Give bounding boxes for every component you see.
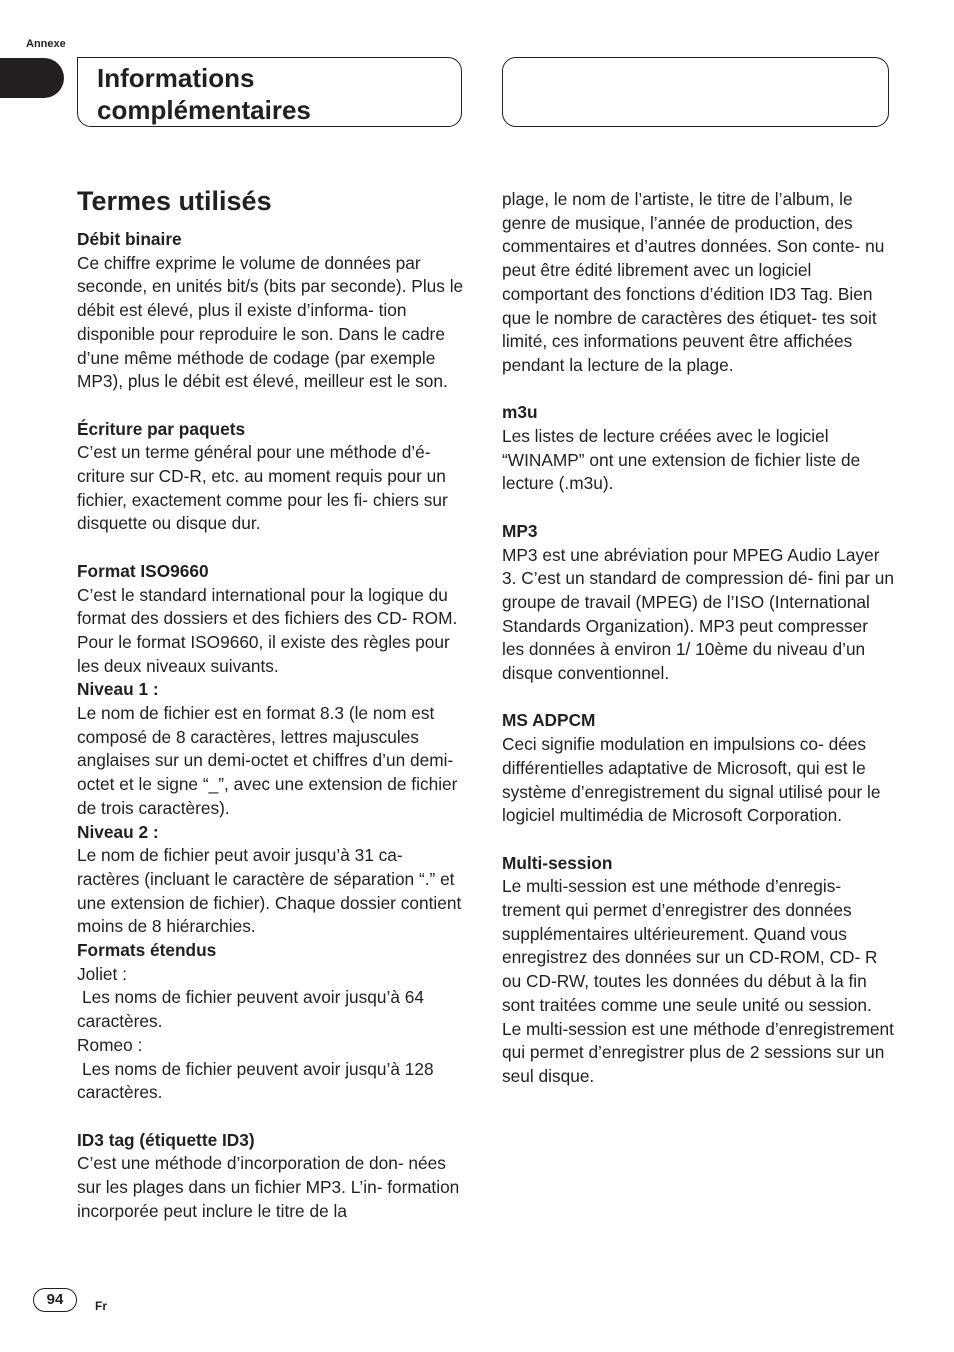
term-heading-iso: Format ISO9660 [77,560,209,581]
subheading-niveau-2: Niveau 2 : [77,821,159,842]
term-heading-debit: Débit binaire [77,229,182,249]
term-text-multi-session: Le multi-session est une méthode d’enregis- trement qui permet d’enregistrer des données supplémentaires ultérieurement. Quand vous enregistrez des données sur un CD-ROM, CD- R ou CD-RW, toutes les données du début à la fin sont traitées comme une seule unité ou session. Le multi-session est une méthode d’enregistrement qui permet d’enregistrer plus de 2 sessions sur un seul disque. [502,876,894,1086]
annexe-label: Annexe [26,38,66,50]
label-joliet: Joliet : [77,963,127,984]
subheading-niveau-1: Niveau 1 : [77,679,159,700]
page-title: Termes utilisés [77,186,272,216]
text-joliet: Les noms de fichier peuvent avoir jusqu’à 64 caractères. [77,987,424,1032]
term-heading-m3u: m3u [502,402,538,423]
section-title: Informations complémentaires [97,63,311,125]
term-text-mp3: MP3 est une abréviation pour MPEG Audio Layer 3. C’est un standard de compression dé- fini par un groupe de travail (MPEG) de l’ISO (International Standards Organization). MP3 peut compresser les données à environ 1/ 10ème du niveau d’un disque conventionnel. [502,544,894,684]
label-romeo: Romeo : [77,1034,143,1055]
term-text-id3: C’est une méthode d’incorporation de don- nées sur les plages dans un fichier MP3. L’in- formation incorporée peut inclure le titre de la [77,1153,460,1221]
right-column [502,188,894,1089]
subheading-formats-etendus: Formats étendus [77,940,217,961]
text-romeo: Les noms de fichier peuvent avoir jusqu’à 128 caractères. [77,1058,434,1103]
left-column [77,228,469,1223]
text-niveau-2: Le nom de fichier peut avoir jusqu’à 31 ca- ractères (incluant le caractère de séparation “.” et une extension de fichier). Chaque dossier contient moins de 8 hiérarchies. [77,845,462,937]
section-header-box [77,57,462,127]
term-heading-multi-session: Multi-session [502,852,613,873]
term-text-ms-adpcm: Ceci signifie modulation en impulsions co- dées différentielles adaptative de Microsoft, qui est le système d’enregistrement du signal utilisé pour le logiciel multimédia de Microsoft Corporation. [502,734,881,826]
language-code: Fr [95,1299,107,1313]
page-number: 94 [33,1288,77,1312]
term-text-ecriture: C’est un terme général pour une méthode d’é- criture sur CD-R, etc. au moment requis pour un fichier, exactement comme pour les fi- chiers sur disquette ou disque dur. [77,442,448,534]
term-text-id3-continued: plage, le nom de l’artiste, le titre de l’album, le genre de musique, l’année de production, des commentaires et d’autres données. Son conte- nu peut être édité librement avec un logiciel comportant des fonctions d’édition ID3 Tag. Bien que le nombre de caractères des étiquet- tes soit limité, ces informations peuvent être affichées pendant la lecture de la plage. [502,189,885,375]
term-text-iso: C’est le standard international pour la logique du format des dossiers et des fichiers des CD- ROM. Pour le format ISO9660, il existe des règles pour les deux niveaux suivants. [77,584,458,676]
term-heading-mp3: MP3 [502,520,538,541]
term-heading-id3: ID3 tag (étiquette ID3) [77,1129,255,1150]
term-heading-ms-adpcm: MS ADPCM [502,710,596,731]
empty-header-box [502,57,889,127]
term-text-m3u: Les listes de lecture créées avec le logiciel “WINAMP” ont une extension de fichier liste de lecture (.m3u). [502,426,861,494]
section-tab-marker [0,58,64,98]
term-text-debit: Ce chiffre exprime le volume de données par seconde, en unités bit/s (bits par seconde). Plus le débit est élevé, plus il existe d’informa- tion disponible pour reproduire le son. Dans le cadre d’une même méthode de codage (par exemple MP3), plus le débit est élevé, meilleur est le son. [77,252,464,392]
term-heading-ecriture: Écriture par paquets [77,418,246,439]
text-niveau-1: Le nom de fichier est en format 8.3 (le nom est composé de 8 caractères, lettres majuscules anglaises sur un demi-octet et chiffres d’un demi-octet et le signe “_”, avec une extension de fichier de trois caractères). [77,703,458,818]
